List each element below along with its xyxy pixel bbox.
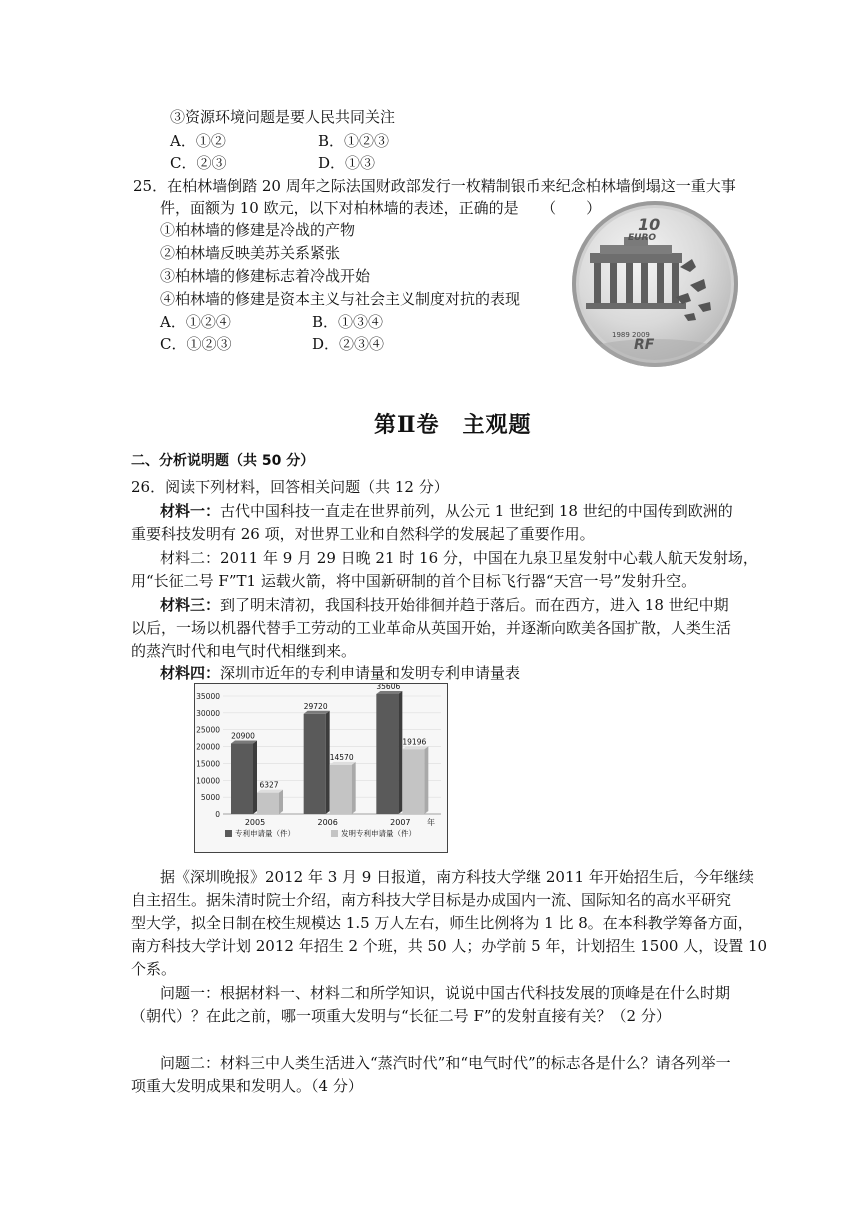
coin-years: 1989 2009 — [612, 331, 650, 339]
bar-top — [257, 790, 283, 793]
question-1-line-2: （朝代）？在此之前，哪一项重大发明与“长征二号 F”的发射直接有关？（2 分） — [131, 1007, 671, 1025]
y-tick-label: 25000 — [196, 725, 220, 735]
bar-side — [279, 790, 283, 814]
data-label: 35606 — [376, 684, 401, 691]
bar — [402, 749, 424, 814]
bar — [330, 765, 352, 814]
bar-side — [398, 691, 402, 814]
x-tick-label: 2007 — [390, 818, 411, 827]
bar — [231, 744, 253, 814]
bar-top — [376, 691, 402, 694]
bar-side — [253, 741, 257, 814]
material-4-text: 深圳市近年的专利申请量和发明专利申请量表 — [220, 664, 521, 682]
material-1-line-1 — [160, 500, 733, 522]
data-label: 14570 — [329, 752, 354, 762]
q25-item-1: ①柏林墙的修建是冷战的产物 — [160, 221, 356, 239]
q24-option-b: B．①②③ — [318, 132, 390, 150]
bar — [257, 793, 279, 814]
q24-option-d: D．①③ — [318, 154, 376, 172]
coin-denomination: 10 — [638, 215, 661, 234]
q25-item-4: ④柏林墙的修建是资本主义与社会主义制度对抗的表现 — [160, 290, 521, 308]
material-2-line-2: 用“长征二号 F”T1 运载火箭，将中国新研制的首个目标飞行器“天宫一号”发射升空。 — [131, 572, 697, 590]
material-3-label: 材料三： — [160, 596, 221, 614]
section-title: 第Ⅱ卷 主观题 — [374, 412, 532, 438]
material-4-label: 材料四： — [160, 664, 221, 682]
q26-intro: 26．阅读下列材料，回答相关问题（共 12 分） — [131, 478, 449, 496]
q25-option-a: A．①②④ — [160, 313, 231, 331]
x-tick-label: 2006 — [317, 818, 338, 827]
news-line-3: 型大学，拟全日制在校生规模达 1.5 万人左右，师生比例将为 1 比 8。在本科教学筹备方面， — [131, 914, 753, 932]
news-line-4: 南方科技大学计划 2012 年招生 2 个班，共 50 人；办学前 5 年，计划招生 1500 人，设置 10 — [131, 937, 768, 955]
q24-option-c: C．②③ — [170, 154, 227, 172]
material-3-text: 到了明末清初，我国科技开始徘徊并趋于落后。而在西方，进入 18 世纪中期 — [220, 596, 729, 614]
patent-chart — [194, 683, 448, 853]
y-tick-label: 0 — [215, 810, 220, 819]
question-2-line-1: 问题二：材料三中人类生活进入“蒸汽时代”和“电气时代”的标志各是什么？请各列举一 — [160, 1054, 731, 1072]
news-line-2: 自主招生。据朱清时院士介绍，南方科技大学目标是办成国内一流、国际知名的高水平研究 — [131, 891, 732, 909]
x-axis-unit: 年 — [427, 818, 435, 827]
q24-item-3: ③资源环境问题是要人民共同关注 — [170, 108, 396, 126]
bar-top — [330, 762, 356, 765]
news-line-5: 个系。 — [131, 960, 177, 978]
material-1-label: 材料一： — [160, 502, 221, 520]
material-1-text: 古代中国科技一直走在世界前列，从公元 1 世纪到 18 世纪的中国传到欧洲的 — [220, 502, 733, 520]
bar — [376, 694, 398, 814]
data-label: 20900 — [231, 731, 255, 741]
material-2-line-1: 材料二：2011 年 9 月 29 日晚 21 时 16 分，中国在九泉卫星发射中心载人航天发射场， — [160, 549, 758, 567]
question-2-line-2: 项重大发明成果和发明人。（4 分） — [131, 1077, 363, 1095]
legend-label: 专利申请量（件） — [235, 829, 295, 838]
bar-top — [231, 741, 257, 744]
news-line-1: 据《深圳晚报》2012 年 3 月 9 日报道，南方科技大学继 2011 年开始招生后，今年继续 — [160, 868, 754, 886]
legend-label: 发明专利申请量（件） — [341, 829, 416, 838]
section-heading: 二、分析说明题（共 50 分） — [131, 453, 315, 469]
q25-stem-line-1: 25．在柏林墙倒踏 20 周年之际法国财政部发行一枚精制银币来纪念柏林墙倒塌这一重大事 — [133, 177, 736, 195]
patent-chart-svg — [195, 684, 447, 852]
commemorative-coin-image — [572, 201, 738, 367]
question-1-line-1: 问题一：根据材料一、材料二和所学知识，说说中国古代科技发展的顶峰是在什么时期 — [160, 984, 731, 1002]
coin-mark: RF — [634, 337, 655, 353]
coin-currency: EURO — [628, 233, 657, 243]
bar-side — [326, 711, 330, 814]
y-tick-label: 30000 — [196, 708, 220, 718]
q25-item-2: ②柏林墙反映美苏关系紧张 — [160, 244, 341, 262]
y-tick-label: 35000 — [196, 692, 220, 701]
material-3-line-1 — [160, 594, 729, 616]
bar-side — [352, 762, 356, 814]
q25-option-b: B．①③④ — [312, 313, 384, 331]
q25-stem-line-2: 件，面额为 10 欧元，以下对柏林墙的表述，正确的是 （ ） — [160, 199, 602, 217]
material-3-line-2: 以后，一场以机器代替手工劳动的工业革命从英国开始，并逐渐向欧美各国扩散，人类生活 — [131, 619, 732, 637]
legend-swatch — [225, 830, 232, 837]
bar-side — [424, 746, 428, 814]
material-1-line-2: 重要科技发明有 26 项，对世界工业和自然科学的发展起了重要作用。 — [131, 525, 595, 543]
data-label: 19196 — [402, 737, 427, 747]
bar — [304, 714, 326, 814]
legend-swatch — [331, 830, 338, 837]
data-label: 29720 — [303, 701, 328, 711]
material-4-line — [160, 662, 520, 684]
q25-option-d: D．②③④ — [312, 335, 385, 353]
data-label: 6327 — [259, 780, 279, 790]
q25-option-c: C．①②③ — [160, 335, 232, 353]
bar-top — [402, 746, 428, 749]
material-3-line-3: 的蒸汽时代和电气时代相继到来。 — [131, 642, 357, 660]
y-tick-label: 5000 — [200, 793, 220, 803]
y-tick-label: 20000 — [196, 742, 220, 752]
y-tick-label: 15000 — [196, 759, 220, 769]
q25-item-3: ③柏林墙的修建标志着冷战开始 — [160, 267, 371, 285]
q24-option-a: A．①② — [170, 132, 226, 150]
x-tick-label: 2005 — [244, 818, 266, 827]
bar-top — [304, 711, 330, 714]
y-tick-label: 10000 — [196, 776, 220, 786]
